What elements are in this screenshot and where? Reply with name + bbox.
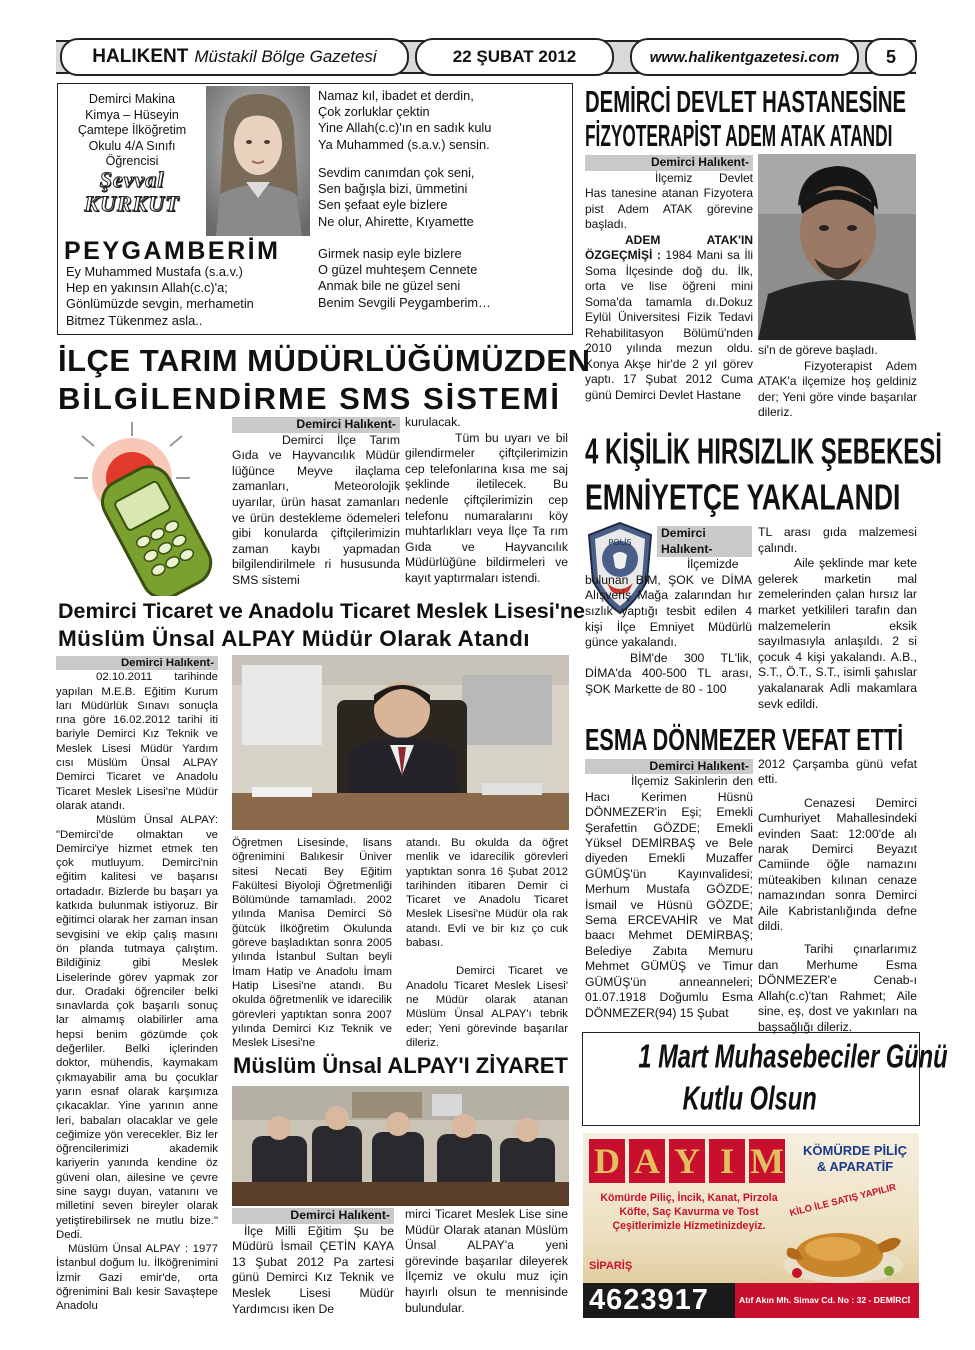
badge-text: POLİS xyxy=(608,538,632,547)
visit-photo xyxy=(232,1086,569,1206)
masthead xyxy=(60,38,409,76)
poem-stanza-3: Girmek nasip eyle bizlere O güzel muhteşem Cennete Anmak bile ne güzel seni Benim Sevgili Peygamberim… xyxy=(318,246,491,310)
hospital-headline-2: FİZYOTERAPİST ADEM ATAK ATANDI xyxy=(585,120,893,154)
phone-illustration xyxy=(62,416,227,596)
hospital-column-2: si'n de göreve başladı. Fizyoterapist Adem ATAK'a ilçemize hoş geldiniz der; Yeni göre vinde başarılar dileriz. xyxy=(758,343,917,419)
sms-headline-1: İLÇE TARIM MÜDÜRLÜĞÜMÜZDEN xyxy=(58,343,591,378)
poem-author: Şevval KURKUT xyxy=(84,167,180,216)
visit-headline: Müslüm Ünsal ALPAY'I ZİYARET xyxy=(233,1053,568,1078)
theft-column-2: TL arası gıda malzemesi çalındı. Aile şeklinde mar kete gelerek marketin mal zemelerinden çalan hırsız lar market yetkilileri tarafın dan malzemelerin eksik sayılmasıyla anlaşıldı. 2 si çocuk 4 kişi yakalandı. A.B., S.T., Ö.T., S.T., isimli şahıslar yakalanarak Adli makamlara sevk edildi. xyxy=(758,525,917,711)
poem-stanza-left: Ey Muhammed Mustafa (s.a.v.) Hep en yakınsın Allah(c.c)'a; Gönlümüzde sevgin, merhametin Bitmez Tükenmez asla.. xyxy=(66,264,254,328)
school-headline-2: Müslüm Ünsal ALPAY Müdür Olarak Atandı xyxy=(58,626,530,651)
poem-author-school: Demirci Makina Kimya – Hüseyin Çamtepe İlköğretim Okulu 4/A Sınıfı Öğrencisi xyxy=(77,92,187,168)
school-column-3: atandı. Bu okulda da öğret menlik ve idarecilik görevleri yaptıktan sonra 16 Şubat 2012 tarihinden itibaren Demir ci Ticaret ve Anadolu Ticaret Meslek Lisesi'ne Müdür ola rak atandı. Evli ve bir kız ço cuk babası. Demirci Ticaret ve Anadolu Ticaret Meslek Lisesi' ne Müdür olarak atanan Müslüm Ünsal ALPAY'ı tebrik eder; Yeni görevinde başarılar dileriz. xyxy=(406,837,568,1049)
ad-brand: D A Y I M xyxy=(589,1139,785,1185)
hospital-kicker: Demirci Halıkent- xyxy=(585,155,753,171)
roast-chicken-icon xyxy=(779,1221,909,1287)
paper-subtitle: Müstakil Bölge Gazetesi xyxy=(194,47,377,66)
ad-menu: Kömürde Piliç, İncik, Kanat, Pirzola Köfte, Saç Kavurma ve Tost Çeşitlerimizle Hizmetinizdeyiz. xyxy=(600,1192,778,1232)
visit-column-2: mirci Ticaret Meslek Lise sine Müdür Olarak atanan Müslüm Ünsal ALPAY'a yeni görevinde başarılar dileyerek İlçemiz ve okulu muz için hayırlı olsun te mennisinde bulundular. xyxy=(405,1207,568,1315)
school-kicker: Demirci Halıkent- xyxy=(56,656,218,670)
page-number: 5 xyxy=(865,38,917,76)
school-column-1: Demirci Halıkent- 02.10.2011 tarihinde yapılan M.E.B. Eğitim Kurum ları Müdürlük Sınavı sonuçla rına göre 16.02.2012 tarihi iti bariyle Demirci Kız Teknik ve Meslek Lisesi Müdür Yardım cısı Müslüm Ünsal ALPAY Demirci Ticaret ve Anadolu Ticaret Meslek Lisesi'ne Müdür olarak atandı. Müslüm Ünsal ALPAY: "Demirci'de olmaktan ve Demirci'ye hizmet etmek ten çok mutluyum. Demirci'nin eğitim kalitesi ve başarısı ortadadır. Bizlerde bu başarı ya katkıda bulunmak istiyoruz. Bir eğitimci olarak her zaman insan sevgisini ve ekip çalış masını ön planda tutmaya çalıştım. Bildiğiniz gibi Meslek Liselerinde görev yapmak zor dur. Oradaki öğrenciler belki sınavlarda çok başarılı sonuç lar almamış olabilirler ama hepsi benim gözümde çok değerliler. Belki içlerinden doktor, mühendis, kaymakam çıkmayabilir ama bu çocuklar yarın esnaf olarak karşımıza çıkacaklar. Yine yarının anne leri, babaları olacaklar ve gele ceğimize yön verecekler. Biz ler öğrencilerimizi akademik kariyerin yanında kendine öz güveni olan, ailesine ve çevre sine saygı duyan, vatanını ve milletini seven bireyler olarak yetiştirebilirsek ne mutlu bize." Dedi. Müslüm Ünsal ALPAY : 1977 İstanbul doğum lu. İlköğrenimini İzmir Gazi emir'de, orta öğrenimini Balı kesir Savaştepe Anadolu xyxy=(56,657,218,1313)
ad-order-label: SİPARİŞ xyxy=(589,1260,633,1272)
theft-column-1: Demirci Halıkent- İlçemizde bulunan BİM, ŞOK ve DİMA Alışveriş Mağa zalarından hır sızlık yaptığı tesbit edilen 4 kişi İlçe Emniyet Müdürlü günce yakalandı. BİM'de 300 TL'lik, DİMA'da 400-500 TL arası, ŞOK Markette de 80 - 100 xyxy=(585,526,752,696)
website-link[interactable]: www.halikentgazetesi.com xyxy=(630,38,859,76)
hospital-headline-1: DEMİRCİ DEVLET HASTANESİNE xyxy=(585,86,907,120)
ad-promo: KİLO İLE SATIŞ YAPILIR xyxy=(788,1181,898,1220)
obituary-headline: ESMA DÖNMEZER VEFAT ETTİ xyxy=(585,724,904,758)
visit-column-1: Demirci Halıkent- İlçe Milli Eğitim Şu be Müdürü İsmail ÇETİN KAYA 13 Şubat 2012 Pa zartesi günü Demirci Kız Teknik ve Meslek Lisesi Müdür Yardımcısı iken De xyxy=(232,1208,394,1316)
theft-headline-2: EMNİYETÇE YAKALANDI xyxy=(585,478,901,518)
poem-stanza-2: Sevdim canımdan çok seni, Sen bağışla bizi, ümmetini Sen şefaat eyle bizlere Ne olur, Ahirette, Kıyamette xyxy=(318,165,475,229)
theft-headline-1: 4 KİŞİLİK HIRSIZLIK ŞEBEKESİ xyxy=(585,432,942,472)
ad-address: Atıf Akın Mh. Simav Cd. No : 32 - DEMİRCİ xyxy=(739,1295,911,1305)
paper-name: HALIKENT xyxy=(92,46,189,67)
hospital-column-1: Demirci Halıkent- İlçemiz Devlet Has tanesine atanan Fizyotera pist Adem ATAK görevine başladı. ADEM ATAK'IN ÖZGEÇMİŞİ : 1984 Mani sa İli Soma İlçesinde doğ du. İlk, orta ve lise öğreni mini Soma'da tamamla dı.Dokuz Eylül Üniversitesi Fizik Tedavi Rehabilitasyon Bölümü'nden 2010 yılında mezun oldu. Konya Akşe hir'de 2 yıl görev yaptı. 17 Şubat 2012 Cuma günü Demirci Devlet Hastane xyxy=(585,155,753,402)
ad-phone-number: 4623917 xyxy=(589,1284,709,1316)
poem-stanza-1: Namaz kıl, ibadet et derdin, Çok zorluklar çektin Yine Allah(c.c)'ın en sadık kulu Ya Muhammed (s.a.v.) sensin. xyxy=(318,88,492,152)
sms-column-1: Demirci Halıkent- Demirci İlçe Tarım Gıda ve Hayvancılık Müdür lüğünce Meyve ilaçlama zamanları, Meteorolojik uyarılar, ürün hasat zamanları ve ürün destekleme ödemeleri gibi konularda çiftçilerimizin zaman kaybı yapmadan bilgilendirilmele ri hususunda SMS sistemi xyxy=(232,417,400,587)
sms-kicker: Demirci Halıkent- xyxy=(232,417,400,433)
principal-photo xyxy=(232,655,569,830)
sms-headline-2: BİLGİLENDİRME SMS SİSTEMİ xyxy=(58,381,561,416)
ad-tagline: KÖMÜRDE PİLİÇ & APARATİF xyxy=(803,1143,907,1174)
student-photo xyxy=(206,86,310,236)
restaurant-ad xyxy=(583,1133,919,1318)
poem-title: PEYGAMBERİM xyxy=(64,237,281,265)
accountants-day-line-1: 1 Mart Muhasebeciler Günü xyxy=(638,1037,948,1075)
school-headline-1: Demirci Ticaret ve Anadolu Ticaret Meslek Lisesi'ne xyxy=(58,599,585,623)
accountants-day-line-2: Kutlu Olsun xyxy=(682,1079,818,1117)
obituary-column-2: 2012 Çarşamba günü vefat etti. Cenazesi Demirci Cumhuriyet Mahallesindeki evinden Saat: 12:00'de alı narak Demirci Beyazıt Camiinde öğle namazını müteakiben kılınan cenaze namazından sonra Demirci Aile Kabristanlığında defne dildi. Tarihi çınarlarımız dan Merhume Esma DÖNMEZER'e Cenab-ı Allah(c.c)'tan Rahmet; Aile sine, eş, dost ve yakınları na başsağlığı dileriz. xyxy=(758,757,917,1034)
obituary-kicker: Demirci Halıkent- xyxy=(585,759,753,774)
sms-column-2: kurulacak. Tüm bu uyarı ve bil gilendirmeler çiftçilerimizin cep telefonlarına kısa me saj şeklinde iletilecek. Bu nedenle çiftçilerimizin cep telefonu numaralarını köy muhtarlıkları veya İlçe Ta rım Gıda ve Hayvancılık Müdürlüğüne bildirmeleri ve kayıt yaptırmaları istendi. xyxy=(405,415,568,585)
obituary-column-1: Demirci Halıkent- İlçemiz Sakinlerin den Hacı Kerimen Hüsnü DÖNMEZER'in Eşi; Emekli Şerafettin GÖZDE; Emekli Yüksel DEMİRBAŞ ve Bele diyeden Emekli Muzaffer GÜMÜŞ'ün Kayınvalidesi; Merhum Mustafa GÖZDE; İsmail ve Hüsnü GÖZDE; Sema ERCEVAHİR ve Mat baacı Mehmet DEMİRBAŞ; Belediye Zabıta Memuru Mehmet GÜMÜŞ ve Timur GÜMÜŞ'ün anneanneleri; 01.07.1918 Doğumlu Esma DÖNMEZER(94) 15 Şubat xyxy=(585,759,753,1020)
school-column-2: Öğretmen Lisesinde, lisans öğrenimini Balıkesir Üniver sitesi Necati Bey Eğitim Fakültesi Biyoloji Öğretmenliği Bölümünde tamamladı. 2002 yılında Manisa Demirci Sö ğütcük İlköğretim Okulunda göreve başladıktan sonra 2005 yılında İstanbul Sultan beyli İmam Hatip ve Anadolu İmam Hatip Lisesi'ne atandı. Bu okulda öğretmenlik ve idarecilik görevleri yaptıktan sonra 2007 yılında Demirci Kız Teknik ve Meslek Lisesi'ne xyxy=(232,837,392,1050)
issue-date: 22 ŞUBAT 2012 xyxy=(415,38,614,76)
physio-photo xyxy=(758,154,916,340)
visit-kicker: Demirci Halıkent- xyxy=(232,1208,394,1224)
theft-kicker: Demirci Halıkent- xyxy=(657,526,752,557)
